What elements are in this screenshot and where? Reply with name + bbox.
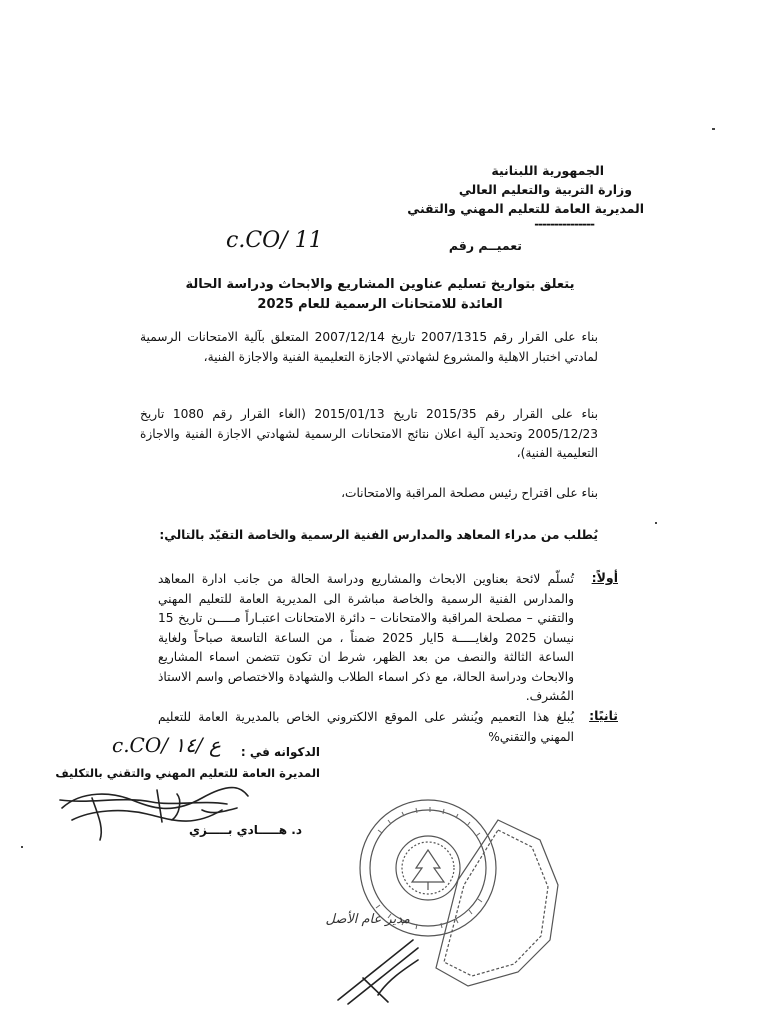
letterhead-ministry: وزارة التربية والتعليم العالي (458, 182, 632, 197)
request-line: يُطلب من مدراء المعاهد والمدارس الفنية الرسمية والخاصة التقيّد بالتالي: (159, 528, 598, 542)
letterhead-directorate: المديرية العامة للتعليم المهني والتقني (407, 201, 644, 216)
signature-authority: المديرة العامة للتعليم المهني والتقني بالتكليف (55, 766, 320, 780)
article-second-text: يُبلغ هذا التعميم ويُنشر على الموقع الالكتروني الخاص بالمديرية العامة للتعليم المهني والتقني% (158, 710, 574, 744)
stamp-handwritten-note: مدير عام الأصل (325, 912, 410, 927)
handwritten-signature (52, 770, 252, 845)
signature-name: د. هـــــادي بـــــزي (188, 823, 302, 837)
signature-place-date: الدكوانه في : (240, 745, 320, 759)
preamble-3: بناء على اقتراح رئيس مصلحة المراقبة والامتحانات، (341, 486, 598, 500)
preamble-2: بناء على القرار رقم 2015/35 تاريخ 2015/01/13 (الغاء القرار رقم 1080 تاريخ 2005/12/23 وتحديد آلية اعلان نتائج الامتحانات الرسمية لشهادتي الاجازة الفنية والاجازة التعليمية الفنية)، (140, 407, 599, 460)
article-first-label: أولاً: (591, 570, 618, 585)
article-second-label: ثانيًا: (589, 708, 618, 723)
circular-number-line (222, 228, 522, 262)
scan-speck (21, 846, 23, 848)
scan-speck (712, 128, 715, 130)
circular-label: تعميــم رقم (448, 238, 522, 253)
title-line-1: يتعلق بتواريخ تسليم عناوين المشاريع والابحاث ودراسة الحالة (185, 277, 575, 292)
letterhead (344, 161, 644, 230)
signature-handwritten-date: c.CO/ ع /١٤ (112, 733, 221, 757)
article-first-text: تُسلّم لائحة بعناوين الابحاث والمشاريع ودراسة الحالة من جانب ادارة المعاهد والمدارس الفنية الرسمية والخاصة مباشرة الى المديرية العامة للتعليم المهني والتقني – مصلحة المراقبة والامتحانات – دائرة الامتحانات اعتبـاراً مـــــن تاريخ 15 نيسان 2025 ولغايـــــة 5ايار 2025 ضمناً ، من الساعة التاسعة صباحاً ولغاية الساعة الثالثة والنصف من بعد الظهر، شرط ان تكون تتضمن اسماء المشاريع والابحاث ودراسة الحالة، مع ذكر اسماء الطلاب والشهادة والاختصاص واسم الاستاذ المُشرف. (158, 572, 574, 703)
document-title (170, 275, 590, 315)
title-line-2: العائدة للامتحانات الرسمية للعام 2025 (257, 297, 503, 312)
circular-handwritten-number: c.CO/ 11 (226, 228, 323, 253)
scan-speck (655, 522, 657, 524)
letterhead-republic: الجمهورية اللبنانية (491, 163, 604, 178)
letterhead-rule: --------------- (534, 217, 594, 231)
preamble-1: بناء على القرار رقم 2007/1315 تاريخ 2007/12/14 المتعلق بآلية الامتحانات الرسمية لمادتي اختبار الاهلية والمشروع لشهادتي الاجازة التعليمية الفنية والاجازة الفنية، (140, 330, 598, 364)
official-stamp (318, 790, 568, 1010)
